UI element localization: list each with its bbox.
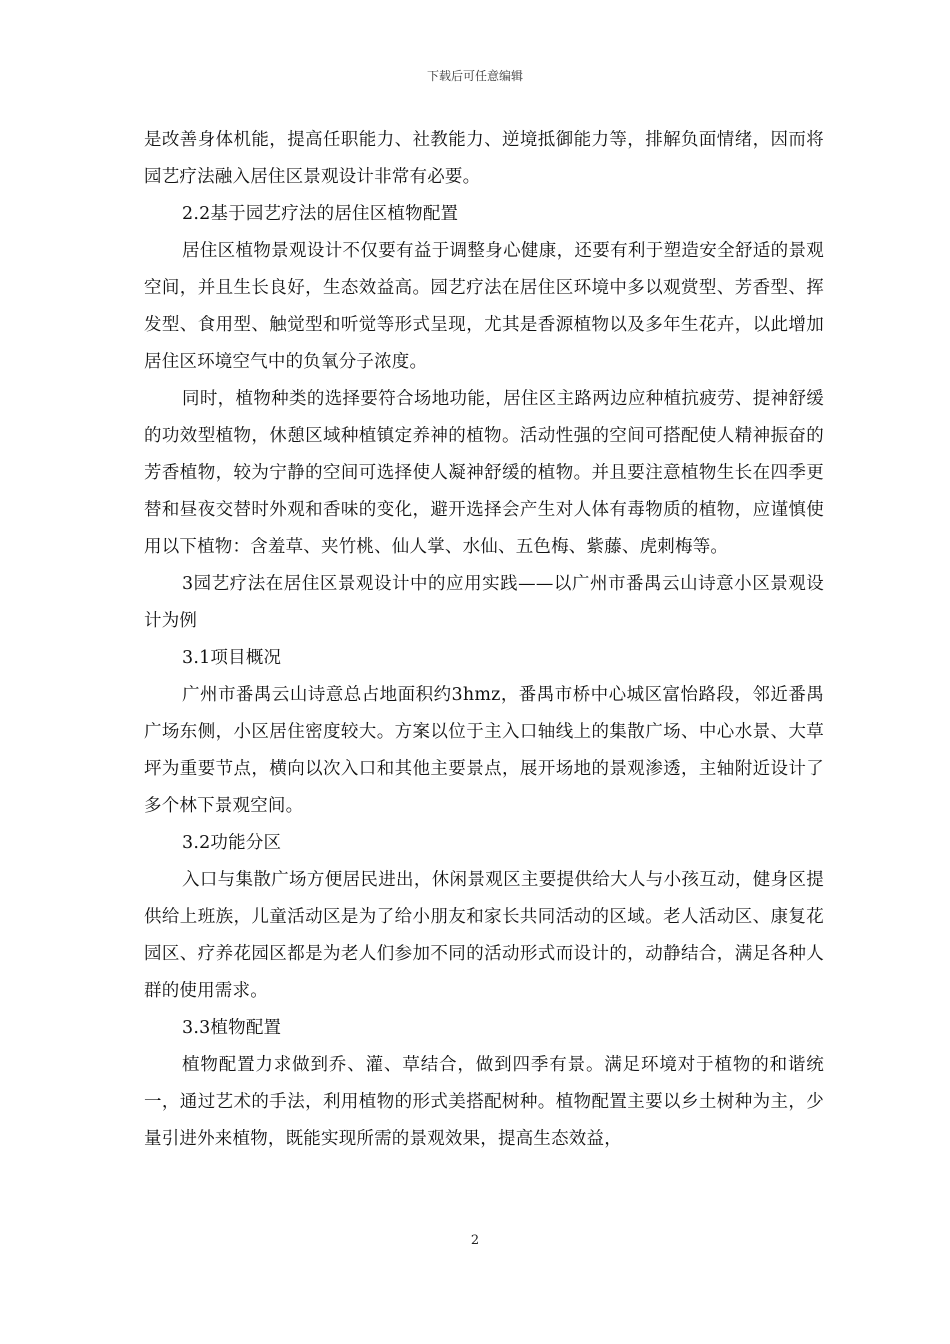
paragraph-plant-selection: 同时，植物种类的选择要符合场地功能，居住区主路两边应种植抗疲劳、提神舒缓的功效型植物，休憩区域种植镇定养神的植物。活动性强的空间可搭配使人精神振奋的芳香植物，较为宁静的空间可选择使人凝神舒缓的植物。并且要注意植物生长在四季更替和昼夜交替时外观和香味的变化，避开选择会产生对人体有毒物质的植物，应谨慎使用以下植物：含羞草、夹竹桃、仙人掌、水仙、五色梅、紫藤、虎刺梅等。 [144, 389, 824, 557]
paragraph-continuation: 是改善身体机能，提高任职能力、社教能力、逆境抵御能力等，排解负面情绪，因而将园艺疗法融入居住区景观设计非常有必要。 [144, 130, 824, 187]
section-heading-3-1: 3.1项目概况 [182, 648, 282, 668]
section-heading-2-2: 2.2基于园艺疗法的居住区植物配置 [182, 204, 459, 224]
page-number: 2 [470, 1233, 480, 1248]
section-heading-3: 3园艺疗法在居住区景观设计中的应用实践——以广州市番禺云山诗意小区景观设计为例 [144, 574, 824, 631]
section-heading-3-2: 3.2功能分区 [182, 833, 282, 853]
page-header: 下载后可任意编辑 [426, 69, 523, 83]
paragraph-project-overview: 广州市番禺云山诗意总占地面积约3hmz，番禺市桥中心城区富怡路段，邻近番禺广场东侧，小区居住密度较大。方案以位于主入口轴线上的集散广场、中心水景、大草坪为重要节点，横向以次入口和其他主要景点，展开场地的景观渗透，主轴附近设计了多个林下景观空间。 [144, 685, 824, 816]
document-body [144, 122, 824, 1158]
paragraph-plant-configuration: 植物配置力求做到乔、灌、草结合，做到四季有景。满足环境对于植物的和谐统一，通过艺术的手法，利用植物的形式美搭配树种。植物配置主要以乡土树种为主，少量引进外来植物，既能实现所需的景观效果，提高生态效益， [144, 1055, 824, 1149]
section-heading-3-3: 3.3植物配置 [182, 1018, 282, 1038]
paragraph-functional-zones: 入口与集散广场方便居民进出，休闲景观区主要提供给大人与小孩互动，健身区提供给上班族，儿童活动区是为了给小朋友和家长共同活动的区域。老人活动区、康复花园区、疗养花园区都是为老人们参加不同的活动形式而设计的，动静结合，满足各种人群的使用需求。 [144, 870, 824, 1001]
paragraph-plant-design: 居住区植物景观设计不仅要有益于调整身心健康，还要有利于塑造安全舒适的景观空间，并且生长良好，生态效益高。园艺疗法在居住区环境中多以观赏型、芳香型、挥发型、食用型、触觉型和听觉等形式呈现，尤其是香源植物以及多年生花卉，以此增加居住区环境空气中的负氧分子浓度。 [144, 241, 824, 372]
